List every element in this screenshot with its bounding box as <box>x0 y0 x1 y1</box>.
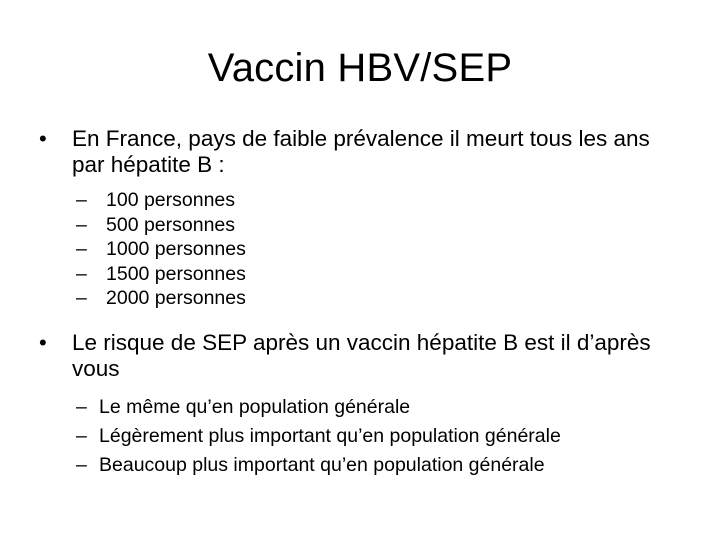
dash-icon: – <box>76 213 87 236</box>
question-1-row <box>36 126 686 178</box>
question-2-answers <box>76 393 686 480</box>
slide-title: Vaccin HBV/SEP <box>207 46 513 90</box>
question-1-answers <box>76 188 686 311</box>
answer-item <box>76 213 686 238</box>
dash-icon: – <box>76 238 87 261</box>
question-2-text: Le risque de SEP après un vaccin hépatite B est il d’après vous <box>72 330 651 381</box>
question-2-row <box>36 330 686 382</box>
answer-text: Légèrement plus important qu’en population générale <box>99 425 561 447</box>
question-2 <box>36 330 686 480</box>
answer-item <box>76 286 686 311</box>
answer-text: Le même qu’en population générale <box>99 396 411 418</box>
answer-text: 500 personnes <box>106 213 236 236</box>
dash-icon: – <box>76 189 87 211</box>
dash-icon: – <box>76 396 87 418</box>
answer-item <box>76 237 686 262</box>
answer-text: 1000 personnes <box>106 238 246 261</box>
bullet-icon: • <box>39 126 47 151</box>
dash-icon: – <box>76 287 87 310</box>
answer-text: 100 personnes <box>106 189 236 211</box>
answer-item <box>76 262 686 287</box>
question-1 <box>36 126 686 311</box>
dash-icon: – <box>76 454 87 476</box>
answer-text: 1500 personnes <box>106 262 246 285</box>
dash-icon: – <box>76 262 87 285</box>
answer-item <box>76 188 686 213</box>
answer-item <box>76 451 686 480</box>
answer-item <box>76 422 686 451</box>
question-1-text: En France, pays de faible prévalence il meurt tous les ans par hépatite B : <box>72 126 650 177</box>
dash-icon: – <box>76 425 87 447</box>
answer-text: Beaucoup plus important qu’en population générale <box>99 454 545 476</box>
bullet-icon: • <box>39 330 47 355</box>
answer-item <box>76 393 686 422</box>
answer-text: 2000 personnes <box>106 287 246 310</box>
